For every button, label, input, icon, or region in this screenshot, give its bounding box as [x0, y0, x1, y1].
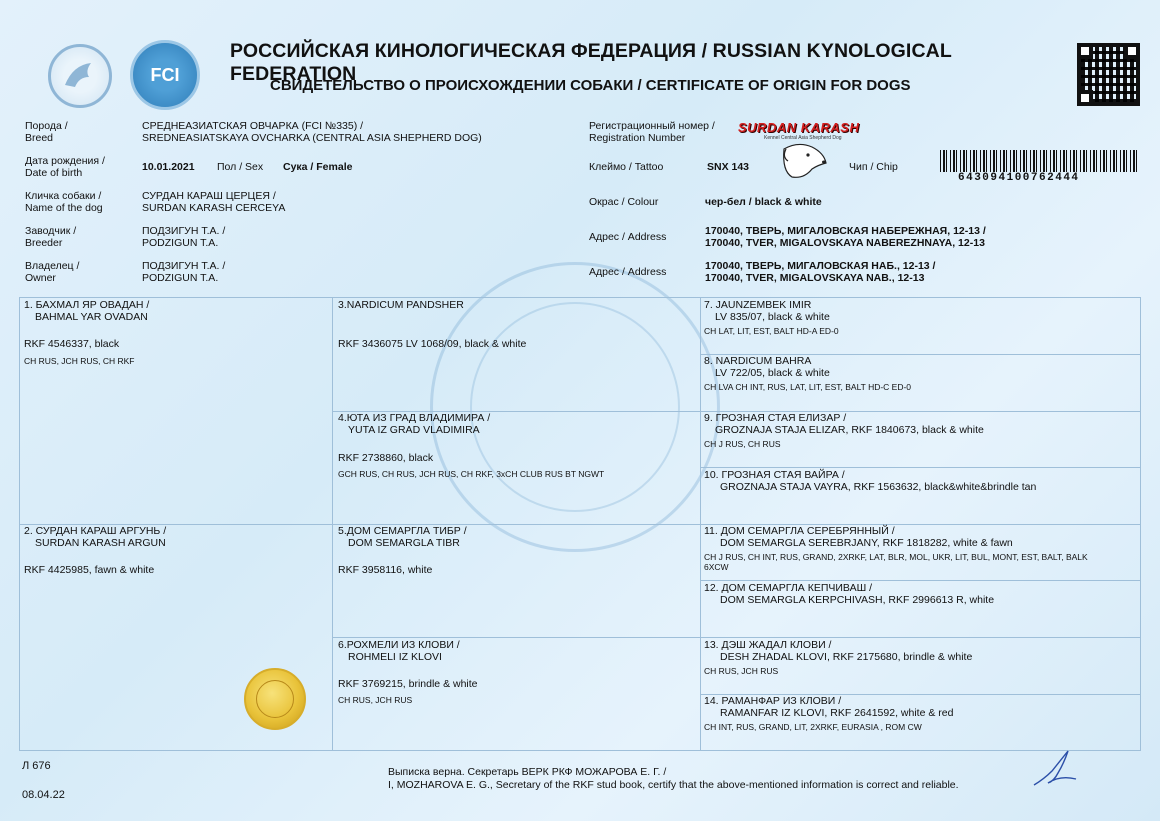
qr-code-icon — [1077, 43, 1140, 106]
ancestor-2-name-en: SURDAN KARASH ARGUN — [35, 537, 166, 549]
ancestor-10 — [704, 469, 1036, 493]
breed-value — [142, 120, 482, 144]
ancestor-12-name-ru: 12. ДОМ СЕМАРГЛА КЕПЧИВАШ / — [704, 582, 873, 594]
ancestor-11 — [704, 525, 1088, 572]
regnum-label-ru: Регистрационный номер / — [589, 120, 715, 132]
ancestor-11-titles-cont: 6XCW — [704, 562, 729, 572]
ancestor-14 — [704, 695, 953, 733]
ancestor-7-titles: CH LAT, LIT, EST, BALT HD-A ED-0 — [704, 326, 839, 336]
owner-label-ru: Владелец / — [25, 260, 80, 272]
ancestor-9-titles: CH J RUS, CH RUS — [704, 439, 781, 449]
ancestor-4-titles: GCH RUS, CH RUS, JCH RUS, CH RKF, 3xCH CLUB RUS BT NGWT — [338, 469, 605, 479]
chip-label: Чип / Chip — [849, 161, 898, 173]
ancestor-6-name-ru: 6.РОХМЕЛИ ИЗ КЛОВИ / — [338, 639, 460, 651]
ancestor-14-name-en: RAMANFAR IZ KLOVI, RKF 2641592, white & red — [720, 707, 954, 719]
tattoo-label: Клеймо / Tattoo — [589, 161, 664, 173]
sex-label: Пол / Sex — [217, 161, 264, 173]
ancestor-8-name: 8. NARDICUM BAHRA — [704, 355, 812, 367]
ancestor-3-reg: RKF 3436075 LV 1068/09, black & white — [338, 338, 527, 350]
ancestor-14-name-ru: 14. РАМАНФАР ИЗ КЛОВИ / — [704, 695, 842, 707]
ancestor-5-name-en: DOM SEMARGLA TIBR — [348, 537, 460, 549]
issue-date: 08.04.22 — [22, 789, 65, 801]
owner-address-value — [705, 260, 935, 284]
signature-icon — [1030, 745, 1080, 790]
owner-address-label: Адрес / Address — [589, 266, 667, 278]
ancestor-4-name-ru: 4.ЮТА ИЗ ГРАД ВЛАДИМИРА / — [338, 412, 491, 424]
regnum-label — [589, 120, 715, 144]
ancestor-6-name-en: ROHMELI IZ KLOVI — [348, 651, 442, 663]
gold-seal-icon — [244, 668, 306, 730]
kennel-logo-text: SURDAN KARASH — [738, 120, 860, 135]
breeder-address-label: Адрес / Address — [589, 231, 667, 243]
chip-value: 643094100762444 — [958, 172, 1080, 184]
regnum-label-en: Registration Number — [589, 132, 686, 144]
ancestor-5-reg: RKF 3958116, white — [338, 564, 433, 576]
owner-en: PODZIGUN T.A. — [142, 272, 219, 284]
ancestor-10-name-ru: 10. ГРОЗНАЯ СТАЯ ВАЙРА / — [704, 469, 845, 481]
ancestor-11-name-en: DOM SEMARGLA SEREBRJANY, RKF 1818282, white & fawn — [720, 537, 1013, 549]
ancestor-13-titles: CH RUS, JCH RUS — [704, 666, 779, 676]
ancestor-12-name-en: DOM SEMARGLA KERPCHIVASH, RKF 2996613 R, white — [720, 594, 995, 606]
ancestor-1-reg: RKF 4546337, black — [24, 338, 120, 350]
breeder-address-en: 170040, TVER, MIGALOVSKAYA NABEREZHNAYA, 12-13 — [705, 237, 985, 249]
document-number: Л 676 — [22, 760, 51, 772]
breeder-ru: ПОДЗИГУН Т.А. / — [142, 225, 226, 237]
dog-name-label-en: Name of the dog — [25, 202, 103, 214]
certification-statement-ru: Выписка верна. Секретарь ВЕРК РКФ МОЖАРОВА Е. Г. / — [388, 766, 667, 778]
ancestor-11-titles: CH J RUS, CH INT, RUS, GRAND, 2XRKF, LAT, BLR, MOL, UKR, LIT, BUL, MONT, EST, BALT, BALK — [704, 552, 1088, 562]
ancestor-7-name: 7. JAUNZEMBEK IMIR — [704, 299, 812, 311]
ancestor-6-titles: CH RUS, JCH RUS — [338, 695, 413, 705]
ancestor-11-name-ru: 11. ДОМ СЕМАРГЛА СЕРЕБРЯННЫЙ / — [704, 525, 895, 537]
colour-value: чер-бел / black & white — [705, 196, 822, 208]
tattoo-value: SNX 143 — [707, 161, 750, 173]
ancestor-1 — [24, 299, 149, 367]
breeder-value — [142, 225, 225, 249]
fci-logo-text: FCI — [150, 64, 180, 85]
ancestor-4-name-en: YUTA IZ GRAD VLADIMIRA — [348, 424, 480, 436]
dog-name-en: SURDAN KARASH CERCEYA — [142, 202, 286, 214]
ancestor-7-reg: LV 835/07, black & white — [715, 311, 830, 323]
ancestor-13-name-en: DESH ZHADAL KLOVI, RKF 2175680, brindle & white — [720, 651, 973, 663]
ancestor-1-name-ru: 1. БАХМАЛ ЯР ОВАДАН / — [24, 299, 150, 311]
certificate-title: РОССИЙСКАЯ КИНОЛОГИЧЕСКАЯ ФЕДЕРАЦИЯ / RUSSIAN KYNOLOGICAL FEDERATION — [230, 40, 952, 85]
fci-emblem-icon — [130, 40, 200, 110]
dog-name-label — [25, 190, 103, 214]
ancestor-9 — [704, 412, 984, 450]
kennel-logo-sub: Kennel Central Asia Shepherd Dog — [764, 135, 842, 141]
breeder-label-ru: Заводчик / — [25, 225, 77, 237]
ancestor-8-titles: CH LVA CH INT, RUS, LAT, LIT, EST, BALT HD-C ED-0 — [704, 382, 912, 392]
owner-address-ru: 170040, ТВЕРЬ, МИГАЛОВСКАЯ НАБ., 12-13 / — [705, 260, 936, 272]
ancestor-10-name-en: GROZNAJA STAJA VAYRA, RKF 1563632, black&white&brindle tan — [720, 481, 1037, 493]
dob-label — [25, 155, 105, 179]
ancestor-3-name: 3.NARDICUM PANDSHER — [338, 299, 464, 311]
ancestor-12 — [704, 582, 994, 606]
breed-en: SREDNEASIATSKAYA OVCHARKA (CENTRAL ASIA SHEPHERD DOG) — [142, 132, 482, 144]
ancestor-1-name-en: BAHMAL YAR OVADAN — [35, 311, 148, 323]
ancestor-8 — [704, 355, 911, 393]
owner-address-en: 170040, TVER, MIGALOVSKAYA NAB., 12-13 — [705, 272, 925, 284]
breed-label-en: Breed — [25, 132, 54, 144]
certification-statement-en: I, MOZHAROVA E. G., Secretary of the RKF stud book, certify that the above-mentioned information is correct and reliable. — [388, 779, 959, 791]
ancestor-1-titles: CH RUS, JCH RUS, CH RKF — [24, 356, 135, 366]
dob-value: 10.01.2021 — [142, 161, 195, 173]
ancestor-14-titles: CH INT, RUS, GRAND, LIT, 2XRKF, EURASIA , ROM CW — [704, 722, 922, 732]
barcode-icon — [940, 150, 1140, 172]
breed-label — [25, 120, 68, 144]
breeder-en: PODZIGUN T.A. — [142, 237, 219, 249]
ancestor-9-name-ru: 9. ГРОЗНАЯ СТАЯ ЕЛИЗАР / — [704, 412, 847, 424]
dog-head-icon — [778, 139, 828, 181]
kennel-logo — [738, 120, 868, 141]
ancestor-13 — [704, 639, 972, 677]
pedigree-table — [19, 297, 1141, 751]
dob-label-en: Date of birth — [25, 167, 83, 179]
sex-value: Сука / Female — [283, 161, 353, 173]
colour-label: Окрас / Colour — [589, 196, 659, 208]
ancestor-8-reg: LV 722/05, black & white — [715, 367, 830, 379]
rkf-emblem-icon — [48, 44, 112, 108]
dob-label-ru: Дата рождения / — [25, 155, 105, 167]
ancestor-4 — [338, 412, 604, 480]
certificate-subtitle: СВИДЕТЕЛЬСТВО О ПРОИСХОЖДЕНИИ СОБАКИ / CERTIFICATE OF ORIGIN FOR DOGS — [270, 77, 911, 94]
dog-name-label-ru: Кличка собаки / — [25, 190, 102, 202]
ancestor-3 — [338, 299, 526, 350]
ancestor-2-name-ru: 2. СУРДАН КАРАШ АРГУНЬ / — [24, 525, 167, 537]
ancestor-9-name-en: GROZNAJA STAJA ELIZAR, RKF 1840673, black & white — [715, 424, 984, 436]
breeder-address-ru: 170040, ТВЕРЬ, МИГАЛОВСКАЯ НАБЕРЕЖНАЯ, 12-13 / — [705, 225, 986, 237]
breeder-address-value — [705, 225, 986, 249]
ancestor-2 — [24, 525, 166, 576]
ancestor-2-reg: RKF 4425985, fawn & white — [24, 564, 155, 576]
ancestor-5 — [338, 525, 467, 576]
ancestor-4-reg: RKF 2738860, black — [338, 452, 434, 464]
ancestor-6 — [338, 639, 478, 706]
owner-label — [25, 260, 79, 284]
dog-name-ru: СУРДАН КАРАШ ЦЕРЦЕЯ / — [142, 190, 276, 202]
ancestor-5-name-ru: 5.ДОМ СЕМАРГЛА ТИБР / — [338, 525, 467, 537]
dog-name-value — [142, 190, 285, 214]
breed-label-ru: Порода / — [25, 120, 68, 132]
ancestor-6-reg: RKF 3769215, brindle & white — [338, 678, 478, 690]
owner-label-en: Owner — [25, 272, 56, 284]
breed-ru: СРЕДНЕАЗИАТСКАЯ ОВЧАРКА (FCI №335) / — [142, 120, 364, 132]
owner-ru: ПОДЗИГУН Т.А. / — [142, 260, 226, 272]
breeder-label-en: Breeder — [25, 237, 63, 249]
ancestor-13-name-ru: 13. ДЭШ ЖАДАЛ КЛОВИ / — [704, 639, 832, 651]
breeder-label — [25, 225, 76, 249]
ancestor-7 — [704, 299, 839, 337]
owner-value — [142, 260, 225, 284]
